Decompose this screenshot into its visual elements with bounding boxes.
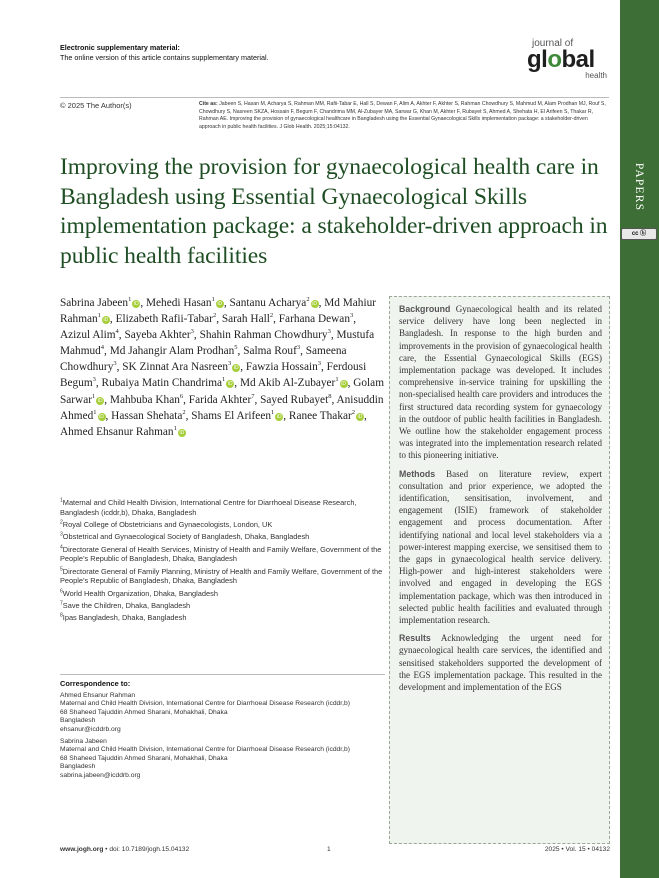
affiliation-item	[60, 567, 385, 586]
author-separator: ,	[104, 345, 110, 358]
author-name: Shams El Arifeen	[191, 409, 271, 422]
author	[116, 313, 222, 325]
author-name: Ranee Thakar	[288, 409, 352, 422]
supplementary-text: The online version of this article contains supplementary material.	[60, 53, 269, 62]
author-affiliation-mark: 1	[222, 376, 226, 384]
author-name: Farhana Dewan	[278, 313, 350, 326]
author-affiliation-mark: 2	[182, 408, 186, 416]
author	[110, 394, 189, 406]
author-separator: ,	[331, 393, 337, 406]
affiliation-number: 3	[60, 531, 63, 538]
author	[246, 361, 327, 373]
author-affiliation-mark: 2	[269, 312, 274, 320]
author-affiliation-mark: 8	[328, 392, 332, 400]
author	[229, 297, 324, 309]
author-separator: ,	[364, 409, 367, 422]
author-affiliation-mark: 4	[115, 328, 119, 336]
affiliation-text: Directorate General of Family Planning, Ministry of Health and Family Welfare, Government of the People’s Republic of Bangladesh, Dhaka, Bangladesh	[60, 566, 383, 586]
author-affiliation-mark: 6	[179, 392, 184, 400]
affiliation-item	[60, 520, 385, 530]
supplementary-heading: Electronic supplementary material:	[60, 43, 180, 52]
author-separator: ,	[116, 361, 123, 374]
logo-line3: health	[585, 71, 607, 80]
author	[124, 329, 199, 341]
correspondence	[60, 680, 385, 784]
author-separator: ,	[254, 393, 261, 406]
affiliation-text: Maternal and Child Health Division, International Centre for Diarrhoeal Disease Research, Bangladesh (icddr,b), Dhaka, Bangladesh	[60, 498, 357, 517]
corr-email[interactable]: ehsanur@icddrb.org	[60, 725, 121, 733]
corr-street: 68 Shaheed Tajuddin Ahmed Sharani, Mohakhali, Dhaka	[60, 708, 228, 716]
author-name: Sayeba Akhter	[124, 329, 191, 342]
background-label: Background	[399, 304, 451, 314]
author-name: Salma Rouf	[243, 345, 297, 358]
methods-label: Methods	[399, 468, 436, 479]
affiliation-item	[60, 532, 385, 542]
affiliation-number: 6	[60, 588, 63, 595]
author-separator: ,	[104, 393, 110, 406]
footer-left	[60, 846, 189, 853]
author	[110, 345, 243, 357]
affiliation-text: Royal College of Obstetricians and Gynaecologists, London, UK	[62, 520, 273, 529]
author-name: Elizabeth Rafii-Tabar	[115, 313, 213, 326]
author-affiliation-mark: 7	[251, 392, 255, 400]
author-name: Golam Sarwar	[60, 377, 384, 406]
journal-logo[interactable]	[527, 38, 607, 78]
article-title: Improving the provision for gynaecological health care in Bangladesh using Essential Gynaecological Skills implementation package: a stakeholder-driven approach in public health facilities	[60, 154, 608, 269]
author-affiliation-mark: 3	[296, 344, 301, 352]
orcid-icon[interactable]: iD	[227, 381, 233, 388]
author-separator: ,	[223, 297, 230, 309]
author	[146, 297, 229, 309]
correspondence-entry	[60, 692, 385, 735]
author-affiliation-mark: 4	[100, 344, 105, 352]
author-affiliation-mark: 3	[349, 312, 354, 320]
author	[111, 410, 191, 422]
author-affiliation-mark: 3	[327, 328, 331, 336]
logo-line1: journal of	[532, 38, 574, 49]
section-label: PAPERS	[633, 162, 645, 212]
issue-info: 2025 • Vol. 15 • 04132	[544, 846, 610, 853]
author-separator: ,	[216, 313, 222, 326]
author-separator: ,	[193, 329, 200, 342]
author	[240, 377, 353, 389]
affiliation-text: Obstetrical and Gynaecological Society of Bangladesh, Dhaka, Bangladesh	[62, 532, 310, 542]
orcid-icon[interactable]: iD	[233, 365, 239, 372]
affiliation-item	[60, 498, 385, 517]
author-affiliation-mark: 5	[234, 344, 238, 352]
abstract-box	[389, 296, 610, 844]
affiliation-item	[60, 613, 385, 623]
author-separator: ,	[240, 361, 246, 374]
author-separator: ,	[318, 297, 325, 309]
section-sidebar	[620, 0, 659, 878]
author	[200, 329, 337, 341]
correspondence-divider	[60, 674, 385, 675]
supplementary-note	[60, 43, 269, 63]
affiliation-text: World Health Organization, Dhaka, Bangladesh	[62, 588, 218, 598]
corr-country: Bangladesh	[60, 763, 96, 771]
page-number: 1	[327, 846, 331, 853]
author-separator: ,	[185, 409, 192, 422]
orcid-icon[interactable]: iD	[97, 397, 103, 404]
correspondence-heading: Correspondence to:	[60, 679, 131, 688]
author-name: Sayed Rubayet	[260, 393, 329, 406]
author	[243, 345, 306, 357]
author-affiliation-mark: 2	[212, 312, 217, 320]
author-affiliation-mark: 1	[93, 408, 97, 416]
author-affiliation-mark: 3	[113, 360, 117, 368]
orcid-icon[interactable]: iD	[357, 413, 363, 420]
author-separator: ,	[105, 409, 112, 422]
author-affiliation-mark: 1	[173, 424, 177, 432]
author-name: Sabrina Jabeen	[60, 297, 129, 309]
author-affiliation-mark: 1	[92, 392, 96, 400]
affiliation-text: Ipas Bangladesh, Dhaka, Bangladesh	[62, 613, 187, 623]
author-name: Md Akib Al-Zubayer	[239, 377, 336, 390]
author	[191, 410, 289, 422]
author-separator: ,	[118, 329, 125, 342]
author-affiliation-mark: 1	[271, 408, 275, 416]
orcid-icon[interactable]: iD	[103, 317, 109, 324]
author	[222, 313, 279, 325]
orcid-icon[interactable]: iD	[312, 301, 317, 307]
affiliation-text: Directorate General of Health Services, Ministry of Health and Family Welfare, Government of the People’s Republic of Bangladesh, Dhaka, Bangladesh	[60, 544, 382, 564]
author-affiliation-mark: 2	[351, 408, 355, 416]
corr-name: Sabrina Jabeen	[60, 737, 107, 745]
results-label: Results	[399, 633, 431, 644]
author-name: Md Mahiur Rahman	[60, 297, 377, 326]
author-affiliation-mark: 3	[317, 360, 322, 368]
author-name: SK Zinnat Ara Nasreen	[122, 361, 228, 374]
cc-license-icon[interactable]: cc ⓑ	[621, 228, 657, 240]
author-separator: ,	[109, 313, 116, 326]
affiliation-item	[60, 589, 385, 599]
affiliation-number: 1	[60, 497, 63, 504]
affiliation-item	[60, 601, 385, 611]
citation-label: Cite as:	[199, 101, 218, 107]
author-separator: ,	[330, 329, 337, 342]
orcid-icon[interactable]: iD	[179, 429, 185, 436]
author-name: Mehedi Hasan	[145, 297, 212, 309]
author	[60, 297, 146, 309]
author-name: Ferdousi Begum	[60, 361, 367, 390]
author-name: Sameena Chowdhury	[60, 345, 347, 374]
author	[60, 329, 124, 341]
footer-site-link[interactable]: www.jogh.org	[60, 846, 104, 853]
correspondence-entry	[60, 738, 385, 781]
author-name: Sarah Hall	[221, 313, 270, 326]
abstract-methods: Methods Based on literature review, expert consultation and prior experience, we adopted the identification, sensitisation, involvement, and engagement (ISIE) framework of stakeholder engagement and process documentation. After identifying national and local level stakeholders via a power-interest mapping exercise, we sensitised them to the gaps in gynaecological health service delivery. High-power and high-interest stakeholders were involved and engaged in developing the EGS implementation package, which was then introduced in selected public health facilities and evaluated through implementation research.	[399, 468, 603, 626]
author-separator: ,	[140, 297, 146, 309]
author-name: Hassan Shehata	[111, 409, 183, 422]
author-name: Rubaiya Matin Chandrima	[101, 377, 223, 390]
orcid-icon[interactable]: iD	[217, 301, 223, 307]
affiliation-number: 7	[60, 600, 63, 607]
author	[60, 426, 186, 438]
header-divider	[60, 97, 609, 98]
corr-street: 68 Shaheed Tajuddin Ahmed Sharani, Mohakhali, Dhaka	[60, 754, 228, 762]
abstract-results: Results Acknowledging the urgent need for gynaecological health care services, the identified and sensitised stakeholders supported the development of the EGS implementation package. This resulted in the development and implementation of the EGS	[399, 633, 602, 693]
author-affiliation-mark: 1	[211, 296, 215, 304]
author	[189, 394, 260, 406]
affiliation-list	[60, 498, 385, 625]
citation-text: Jabeen S, Hasan M, Acharya S, Rahman MM, Rafii-Tabar E, Hall S, Dewan F, Alim A, Akhter F, Akhter S, Rahman Chowdhury S, Mahmud M, Alam Prodhan MJ, Rouf S, Chowdhury S, Nasreen SKZA, Hossain F, Begum F, Chandrima MM, Al-Zubayer MA, Sarwar G, Khan M, Akhter F, Rubayet S, Ahmed A, Shehata H, El Arifeen S, Thakar R, Rahman AE. Improving the provision of gynaecological healthcare in Bangladesh using the Essential Gynaecological Skills implementation package: a stakeholder-driven approach in public health facilities. J Glob Health. 2025;15:04132.	[199, 101, 606, 130]
author	[289, 410, 367, 422]
orcid-icon[interactable]: iD	[341, 381, 346, 388]
affiliation-item	[60, 545, 385, 564]
corr-organization: Maternal and Child Health Division, International Centre for Diarrhoeal Disease Research (icddr,b)	[60, 746, 350, 754]
author-separator: ,	[321, 361, 327, 374]
author-affiliation-mark: 3	[190, 328, 194, 336]
logo-line2: global	[527, 46, 595, 73]
author-name: Ahmed Ehsanur Rahman	[60, 425, 174, 438]
author-separator: ,	[234, 377, 240, 390]
author-affiliation-mark: 1	[128, 296, 132, 304]
author-name: Azizul Alim	[60, 329, 116, 342]
author-separator: ,	[300, 345, 306, 358]
author-name: Shahin Rahman Chowdhury	[199, 329, 328, 342]
author-list	[60, 295, 385, 440]
author	[122, 361, 246, 373]
footer-doi[interactable]: • doi: 10.7189/jogh.15.04132	[103, 846, 190, 853]
corr-country: Bangladesh	[60, 717, 96, 725]
author-name: Anisuddin Ahmed	[60, 393, 384, 422]
author-affiliation-mark: 2	[306, 296, 310, 304]
author	[279, 313, 356, 325]
author-affiliation-mark: 1	[335, 376, 339, 384]
affiliation-number: 4	[60, 544, 63, 551]
author-name: Mahbuba Khan	[109, 393, 180, 406]
corr-email[interactable]: sabrina.jabeen@icddrb.org	[60, 771, 141, 779]
author-separator: ,	[347, 377, 354, 390]
author-separator: ,	[183, 393, 189, 406]
abstract-background: Background Gynaecological health and its related service delivery have long been neglected in Bangladesh. In response to the high burden and improvements in the provision of gynaecological health care, the Essential Gynaecological Skills (EGS) implementation package was developed. It includes comprehensive in-service training for upskilling the non-specialised health care providers and introduces the first structured data recording system for gynaecology in the outdoor of public health facilities in Bangladesh. We outline how the stakeholder engagement process was integrated into the implementation research related to this pioneering initiative.	[399, 304, 603, 461]
orcid-icon[interactable]: iD	[99, 413, 104, 420]
author-separator: ,	[237, 345, 244, 358]
author-name: Mustufa Mahmud	[60, 329, 375, 358]
author-separator: ,	[273, 313, 279, 326]
orcid-icon[interactable]: iD	[133, 301, 139, 307]
author-name: Md Jahangir Alam Prodhan	[109, 345, 235, 358]
author	[260, 394, 336, 406]
author-separator: ,	[283, 409, 289, 422]
copyright: © 2025 The Author(s)	[60, 101, 132, 110]
author-affiliation-mark: 3	[92, 376, 96, 384]
author-separator: ,	[95, 377, 102, 390]
affiliation-text: Save the Children, Dhaka, Bangladesh	[62, 600, 191, 610]
citation	[199, 101, 609, 131]
corr-organization: Maternal and Child Health Division, International Centre for Diarrhoeal Disease Research (icddr,b)	[60, 700, 350, 708]
author-affiliation-mark: 3	[228, 360, 232, 368]
corr-name: Ahmed Ehsanur Rahman	[60, 691, 136, 699]
author-name: Fawzia Hossain	[245, 361, 318, 374]
author	[102, 377, 240, 389]
author-affiliation-mark: 1	[97, 312, 101, 320]
orcid-icon[interactable]: iD	[276, 413, 282, 420]
affiliation-number: 2	[60, 519, 63, 526]
affiliation-number: 8	[60, 612, 63, 619]
affiliation-number: 5	[60, 566, 63, 573]
author-name: Santanu Acharya	[229, 297, 307, 309]
author-separator: ,	[353, 313, 357, 326]
author-name: Farida Akhter	[188, 393, 252, 406]
